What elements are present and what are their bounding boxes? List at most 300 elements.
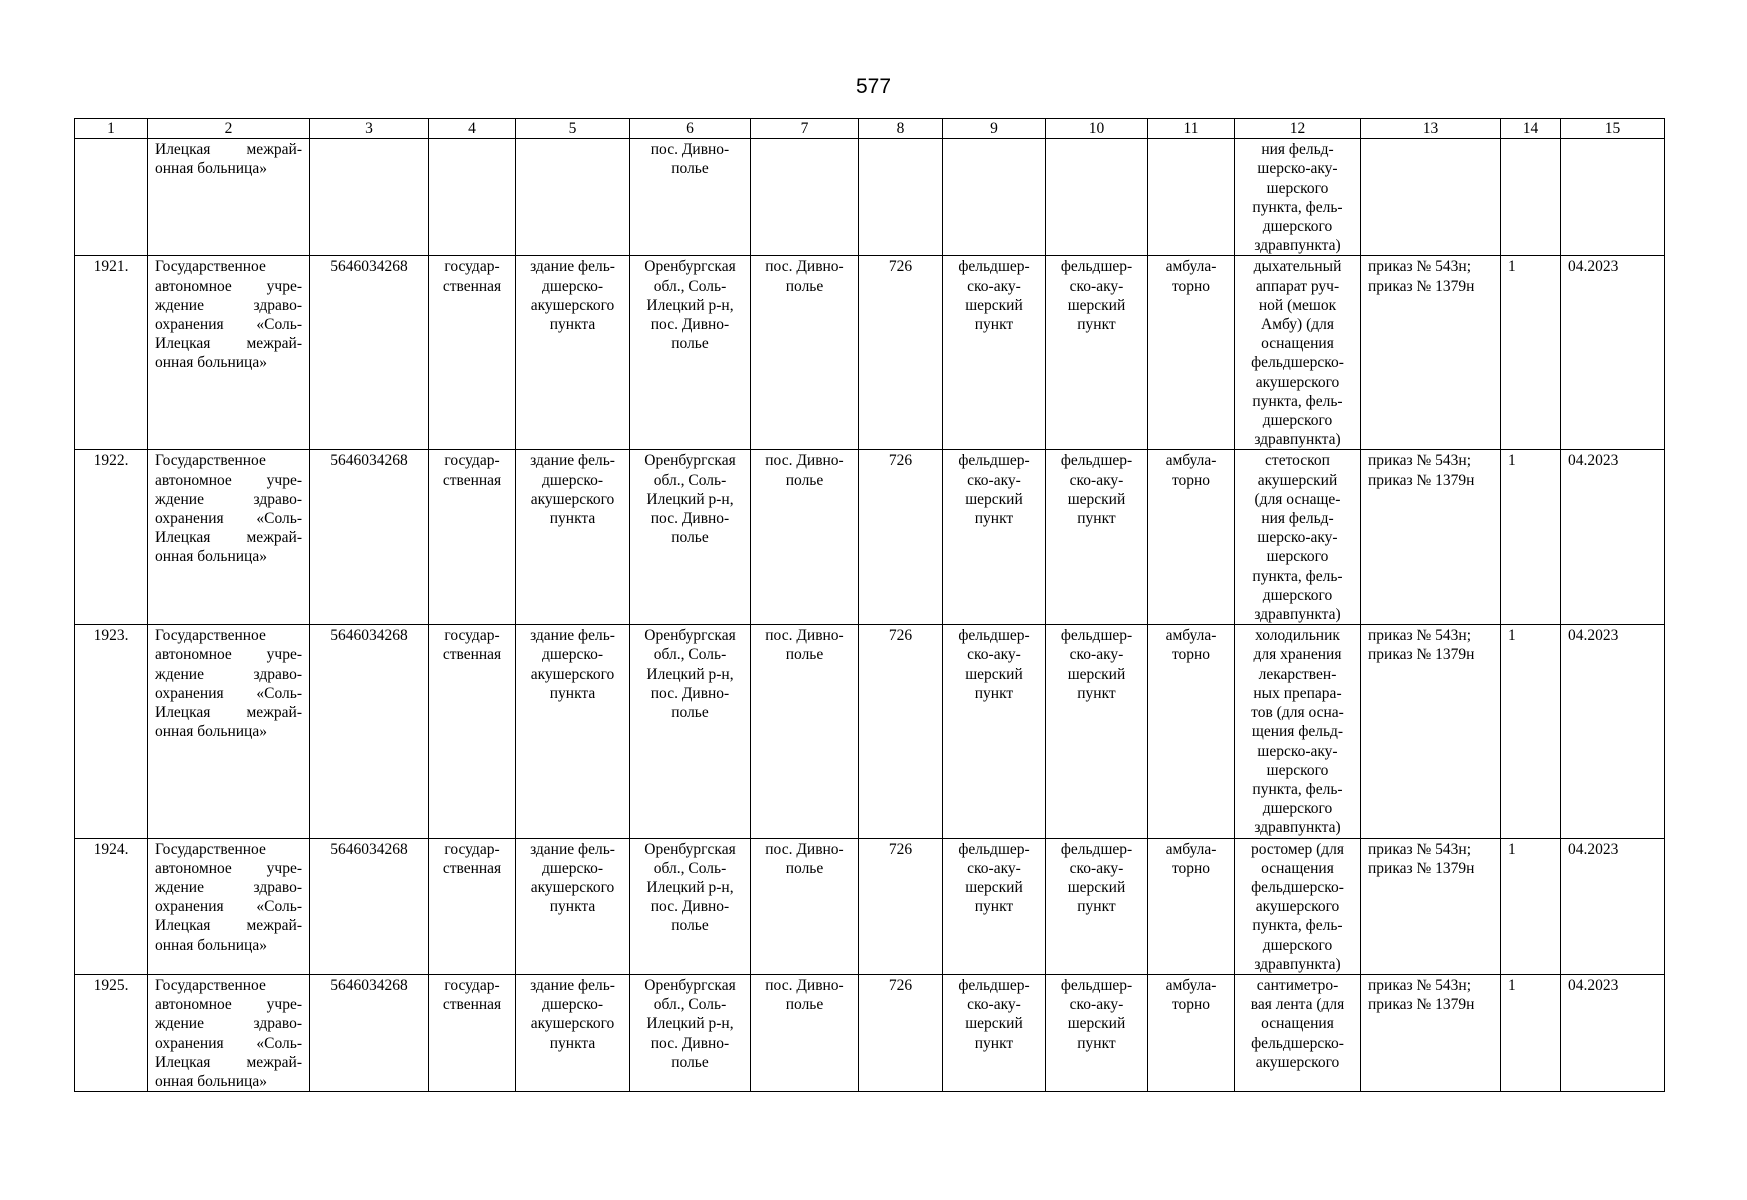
cell-line: пос. Дивно- (650, 316, 730, 334)
cell-line: шерский (1067, 1015, 1126, 1033)
cell-line: ско-аку- (967, 471, 1021, 489)
cell-line: обл., Соль- (653, 646, 727, 664)
cell-line: ждение здраво- (155, 490, 302, 508)
cell-line: акушерского (530, 878, 615, 896)
cell-line: дыхательный (1253, 258, 1342, 276)
column-header: 8 (859, 119, 943, 139)
cell-line: фельдшер- (958, 258, 1030, 276)
cell-line: пункта (549, 898, 596, 916)
cell-line: ростомер (для (1250, 840, 1344, 858)
cell-line: приказ № 543н; (1368, 627, 1472, 645)
cell-empty (943, 139, 1046, 256)
cell-line: ственная (442, 277, 502, 295)
cell-organization (148, 256, 310, 450)
cell-order (1361, 625, 1501, 838)
cell-line: государ- (444, 976, 500, 994)
cell-inn: 5646034268 (310, 974, 429, 1091)
cell-organization (148, 838, 310, 974)
cell-line: пос. Дивно- (650, 898, 730, 916)
cell-line: дшерского (1262, 412, 1333, 430)
cell-line: дшерско- (542, 859, 603, 877)
cell-line: здание фель- (530, 627, 615, 645)
cell-line: пункт (1077, 1034, 1116, 1052)
cell-line: здание фель- (530, 452, 615, 470)
column-header: 13 (1361, 119, 1501, 139)
cell-line: сантиметро- (1256, 976, 1339, 994)
cell-line: Государственное (155, 627, 266, 645)
cell-line: фельдшерско- (1251, 878, 1344, 896)
cell-code: 726 (859, 838, 943, 974)
cell-line: онная больница» (155, 354, 267, 372)
cell-line: Илецкая межрай- (155, 917, 302, 935)
cell-line: фельдшер- (1060, 258, 1133, 276)
table-row (75, 450, 1665, 625)
column-header: 10 (1046, 119, 1148, 139)
cell-line: онная больница» (155, 548, 267, 566)
cell-line: государ- (444, 258, 500, 276)
cell-line: шерский (965, 296, 1023, 314)
cell-line: Государственное (155, 452, 266, 470)
cell-line: Оренбургская (644, 976, 736, 994)
cell-code: 726 (859, 625, 943, 838)
cell-line: оснащения (1261, 1015, 1334, 1033)
cell-organization (148, 974, 310, 1091)
cell-line: пос. Дивно- (650, 684, 730, 702)
cell-address (630, 256, 751, 450)
cell-line: пункт (1077, 898, 1116, 916)
cell-line: фельдшер- (958, 840, 1030, 858)
cell-line: шерский (1067, 490, 1126, 508)
cell-line: фельдшер- (958, 452, 1030, 470)
table-row (75, 838, 1665, 974)
table-row (75, 625, 1665, 838)
cell-line: полье (785, 471, 824, 489)
cell-line: ско-аку- (967, 996, 1021, 1014)
cell-line: приказ № 1379н (1368, 646, 1475, 664)
cell-quantity (1501, 139, 1561, 256)
cell-address (630, 838, 751, 974)
cell-ownership (429, 139, 516, 256)
cell-line: приказ № 543н; (1368, 976, 1472, 994)
cell-line: дшерского (1262, 586, 1333, 604)
cell-line: шерский (965, 1015, 1023, 1033)
cell-line: полье (671, 529, 709, 547)
cell-line: пункта, фель- (1252, 567, 1343, 585)
cell-line: акушерского (1255, 373, 1340, 391)
cell-address (630, 974, 751, 1091)
cell-line: торно (1171, 277, 1211, 295)
cell-line: пос. Дивно- (650, 141, 730, 159)
cell-line: Илецкая межрай- (155, 529, 302, 547)
cell-line: охранения «Соль- (155, 510, 302, 528)
cell-quantity: 1 (1501, 256, 1561, 450)
cell-row-number: 1921. (75, 256, 148, 450)
cell-line: пункта (549, 684, 596, 702)
cell-line: полье (671, 917, 709, 935)
cell-line: Илецкая межрай- (155, 141, 302, 159)
cell-row-number: 1925. (75, 974, 148, 1091)
cell-date (1561, 139, 1665, 256)
cell-line: автономное учре- (155, 859, 302, 877)
cell-line: торно (1171, 646, 1211, 664)
cell-line: полье (785, 859, 824, 877)
cell-line: ственная (442, 996, 502, 1014)
cell-line: автономное учре- (155, 996, 302, 1014)
cell-line: акушерского (530, 665, 615, 683)
cell-line: шерский (1067, 296, 1126, 314)
cell-facility-subtype (1046, 256, 1148, 450)
cell-line: фельдшер- (1060, 976, 1133, 994)
cell-line: шерского (1266, 548, 1329, 566)
cell-line: шерский (1067, 665, 1126, 683)
column-header: 9 (943, 119, 1046, 139)
cell-line: обл., Соль- (653, 471, 727, 489)
cell-line: пункта (549, 1034, 596, 1052)
cell-line: Оренбургская (644, 840, 736, 858)
cell-line: шерский (1067, 878, 1126, 896)
cell-date: 04.2023 (1561, 625, 1665, 838)
cell-line: охранения «Соль- (155, 1034, 302, 1052)
cell-line: пос. Дивно- (765, 258, 844, 276)
cell-line: ственная (442, 646, 502, 664)
cell-building (516, 450, 630, 625)
cell-ownership (429, 838, 516, 974)
cell-line: пос. Дивно- (765, 627, 844, 645)
column-header: 7 (751, 119, 859, 139)
cell-care-mode (1148, 256, 1235, 450)
cell-line: полье (671, 335, 709, 353)
cell-address (630, 625, 751, 838)
cell-line: Оренбургская (644, 258, 736, 276)
cell-address (630, 139, 751, 256)
cell-facility-type (943, 838, 1046, 974)
cell-care-mode (1148, 974, 1235, 1091)
cell-line: пункта, фель- (1252, 917, 1343, 935)
cell-line: дшерского (1262, 936, 1333, 954)
cell-line: дшерского (1262, 800, 1333, 818)
cell-line: полье (785, 646, 824, 664)
cell-line: полье (785, 996, 824, 1014)
cell-line: аппарат руч- (1255, 277, 1340, 295)
cell-care-mode (1148, 838, 1235, 974)
cell-empty (1046, 139, 1148, 256)
cell-date: 04.2023 (1561, 974, 1665, 1091)
cell-equipment (1235, 450, 1361, 625)
cell-line: Илецкий р-н, (646, 665, 734, 683)
table-row (75, 256, 1665, 450)
cell-row-number: 1924. (75, 838, 148, 974)
cell-locality (751, 256, 859, 450)
cell-ownership (429, 625, 516, 838)
cell-line: ждение здраво- (155, 878, 302, 896)
cell-line: Илецкая межрай- (155, 1053, 302, 1071)
cell-care-mode (1148, 625, 1235, 838)
cell-line: ско-аку- (1069, 646, 1124, 664)
cell-line: приказ № 1379н (1368, 996, 1475, 1014)
cell-line: фельдшер- (1060, 627, 1133, 645)
cell-line: торно (1171, 859, 1211, 877)
cell-line: пос. Дивно- (650, 1034, 730, 1052)
cell-line: ско-аку- (1069, 996, 1124, 1014)
cell-line: шерского (1266, 761, 1329, 779)
cell-line: ственная (442, 471, 502, 489)
cell-locality (751, 450, 859, 625)
cell-order (1361, 974, 1501, 1091)
cell-line: фельдшерско- (1251, 1034, 1344, 1052)
cell-line: ско-аку- (967, 646, 1021, 664)
cell-line: дшерско- (542, 277, 603, 295)
cell-locality (751, 974, 859, 1091)
cell-order (1361, 450, 1501, 625)
cell-line: фельдшер- (1060, 840, 1133, 858)
cell-building (516, 974, 630, 1091)
cell-facility-subtype (1046, 974, 1148, 1091)
cell-ownership (429, 256, 516, 450)
cell-line: полье (671, 160, 709, 178)
cell-equipment (1235, 974, 1361, 1091)
cell-line: автономное учре- (155, 646, 302, 664)
column-header: 2 (148, 119, 310, 139)
cell-line: ния фельд- (1261, 141, 1334, 159)
cell-line: торно (1171, 996, 1211, 1014)
cell-code: 726 (859, 450, 943, 625)
cell-line: ной (мешок (1258, 296, 1337, 314)
column-header: 14 (1501, 119, 1561, 139)
column-header: 5 (516, 119, 630, 139)
cell-line: здание фель- (530, 840, 615, 858)
cell-line: акушерского (1255, 898, 1340, 916)
cell-line: лекарствен- (1258, 665, 1337, 683)
cell-line: шерский (965, 665, 1023, 683)
cell-inn: 5646034268 (310, 838, 429, 974)
column-header: 12 (1235, 119, 1361, 139)
cell-line: шерского (1266, 179, 1329, 197)
cell-line: акушерского (530, 1015, 615, 1033)
cell-quantity: 1 (1501, 838, 1561, 974)
cell-line: пункт (1077, 684, 1116, 702)
cell-line: Государственное (155, 976, 266, 994)
table-row-continuation (75, 139, 1665, 256)
cell-date: 04.2023 (1561, 256, 1665, 450)
cell-line: Илецкая межрай- (155, 335, 302, 353)
cell-line: охранения «Соль- (155, 684, 302, 702)
cell-line: государ- (444, 452, 500, 470)
cell-line: пункта, фель- (1252, 780, 1343, 798)
cell-line: пункта (549, 316, 596, 334)
cell-line: онная больница» (155, 936, 267, 954)
cell-line: ско-аку- (1069, 859, 1124, 877)
cell-facility-type (943, 974, 1046, 1091)
cell-quantity: 1 (1501, 625, 1561, 838)
cell-line: пункта, фель- (1252, 198, 1343, 216)
cell-line: дшерско- (542, 471, 603, 489)
cell-line: здравпункта) (1254, 819, 1341, 837)
cell-line: охранения «Соль- (155, 898, 302, 916)
cell-locality (751, 838, 859, 974)
cell-facility-subtype (1046, 838, 1148, 974)
cell-date: 04.2023 (1561, 450, 1665, 625)
cell-date: 04.2023 (1561, 838, 1665, 974)
cell-line: пос. Дивно- (765, 976, 844, 994)
cell-line: оснащения (1261, 859, 1334, 877)
cell-line: здравпункта) (1254, 955, 1341, 973)
cell-line: Государственное (155, 840, 266, 858)
cell-line: шерский (965, 878, 1023, 896)
cell-empty (751, 139, 859, 256)
column-header: 11 (1148, 119, 1235, 139)
cell-line: пункт (1077, 510, 1116, 528)
cell-organization (148, 139, 310, 256)
cell-line: пункта, фель- (1252, 392, 1343, 410)
cell-line: торно (1171, 471, 1211, 489)
cell-facility-type (943, 625, 1046, 838)
cell-line: холодильник (1255, 627, 1340, 645)
cell-line: обл., Соль- (653, 996, 727, 1014)
cell-line: ско-аку- (967, 277, 1021, 295)
cell-line: государ- (444, 840, 500, 858)
cell-equipment (1235, 256, 1361, 450)
cell-line: приказ № 543н; (1368, 452, 1472, 470)
cell-line: фельдшер- (1060, 452, 1133, 470)
cell-building (516, 256, 630, 450)
cell-line: полье (785, 277, 824, 295)
cell-ownership (429, 974, 516, 1091)
cell-facility-type (943, 450, 1046, 625)
cell-line: онная больница» (155, 723, 267, 741)
cell-line: пос. Дивно- (765, 840, 844, 858)
cell-empty (1148, 139, 1235, 256)
cell-inn (310, 139, 429, 256)
cell-line: здравпункта) (1254, 431, 1341, 449)
table-row (75, 974, 1665, 1091)
cell-line: пункт (974, 898, 1014, 916)
column-header: 15 (1561, 119, 1665, 139)
cell-line: Илецкий р-н, (646, 1015, 734, 1033)
cell-line: ждение здраво- (155, 296, 302, 314)
cell-inn: 5646034268 (310, 256, 429, 450)
cell-line: стетоскоп (1265, 452, 1330, 470)
cell-organization (148, 450, 310, 625)
cell-ownership (429, 450, 516, 625)
cell-equipment (1235, 625, 1361, 838)
column-header: 1 (75, 119, 148, 139)
cell-line: ждение здраво- (155, 665, 302, 683)
cell-line: фельдшерско- (1251, 354, 1344, 372)
cell-line: ско-аку- (1069, 277, 1124, 295)
cell-line: Илецкий р-н, (646, 878, 734, 896)
cell-line: здравпункта) (1254, 237, 1341, 255)
cell-line: здравпункта) (1254, 606, 1341, 624)
cell-order (1361, 838, 1501, 974)
cell-line: охранения «Соль- (155, 316, 302, 334)
cell-quantity: 1 (1501, 974, 1561, 1091)
cell-line: приказ № 543н; (1368, 840, 1472, 858)
cell-building (516, 139, 630, 256)
cell-line: здание фель- (530, 976, 615, 994)
cell-organization (148, 625, 310, 838)
cell-code: 726 (859, 256, 943, 450)
cell-line: амбула- (1165, 976, 1217, 994)
cell-line: фельдшер- (958, 976, 1030, 994)
cell-line: приказ № 1379н (1368, 277, 1475, 295)
cell-line: амбула- (1165, 627, 1217, 645)
cell-line: шерский (965, 490, 1023, 508)
cell-line: государ- (444, 627, 500, 645)
cell-line: шерско-аку- (1257, 529, 1338, 547)
cell-line: акушерского (530, 490, 615, 508)
cell-row-number: 1922. (75, 450, 148, 625)
cell-line: полье (671, 704, 709, 722)
cell-line: приказ № 1379н (1368, 471, 1475, 489)
page-number: 577 (855, 75, 892, 98)
cell-inn: 5646034268 (310, 625, 429, 838)
cell-line: щения фельд- (1251, 723, 1344, 741)
cell-line: ственная (442, 859, 502, 877)
cell-line: ждение здраво- (155, 1015, 302, 1033)
cell-line: амбула- (1165, 258, 1217, 276)
cell-equipment (1235, 838, 1361, 974)
cell-line: шерско-аку- (1257, 742, 1338, 760)
cell-line: (для оснаще- (1254, 490, 1341, 508)
cell-line: Илецкий р-н, (646, 490, 734, 508)
cell-line: здание фель- (530, 258, 615, 276)
cell-line: тов (для осна- (1251, 704, 1344, 722)
cell-facility-subtype (1046, 450, 1148, 625)
cell-facility-type (943, 256, 1046, 450)
cell-row-number: 1923. (75, 625, 148, 838)
cell-line: амбула- (1165, 840, 1217, 858)
cell-line: акушерский (1257, 471, 1338, 489)
cell-line: пункт (974, 684, 1014, 702)
cell-line: дшерско- (542, 646, 603, 664)
cell-line: онная больница» (155, 160, 267, 178)
cell-line: пос. Дивно- (650, 510, 730, 528)
cell-building (516, 838, 630, 974)
cell-line: ско-аку- (1069, 471, 1124, 489)
cell-empty (859, 139, 943, 256)
cell-order (1361, 139, 1501, 256)
header-row (75, 119, 1665, 139)
cell-line: пункт (974, 316, 1014, 334)
cell-line: шерско-аку- (1257, 160, 1338, 178)
cell-code: 726 (859, 974, 943, 1091)
cell-line: пункт (974, 510, 1014, 528)
cell-line: пункта (549, 510, 596, 528)
column-header: 6 (630, 119, 751, 139)
cell-line: пункт (974, 1034, 1014, 1052)
cell-line: Государственное (155, 258, 266, 276)
cell-line: приказ № 543н; (1368, 258, 1472, 276)
cell-line: Оренбургская (644, 452, 736, 470)
cell-line: онная больница» (155, 1072, 267, 1090)
cell-line: пункт (1077, 316, 1116, 334)
cell-line: дшерского (1262, 218, 1333, 236)
cell-line: для хранения (1253, 646, 1342, 664)
cell-quantity: 1 (1501, 450, 1561, 625)
cell-line: обл., Соль- (653, 277, 727, 295)
cell-equipment (1235, 139, 1361, 256)
cell-line: амбула- (1165, 452, 1217, 470)
cell-line: автономное учре- (155, 471, 302, 489)
cell-row-number (75, 139, 148, 256)
cell-locality (751, 625, 859, 838)
cell-line: Илецкая межрай- (155, 704, 302, 722)
cell-line: Оренбургская (644, 627, 736, 645)
registry-table (74, 118, 1665, 1092)
cell-line: фельдшер- (958, 627, 1030, 645)
cell-line: ния фельд- (1261, 510, 1334, 528)
cell-line: обл., Соль- (653, 859, 727, 877)
